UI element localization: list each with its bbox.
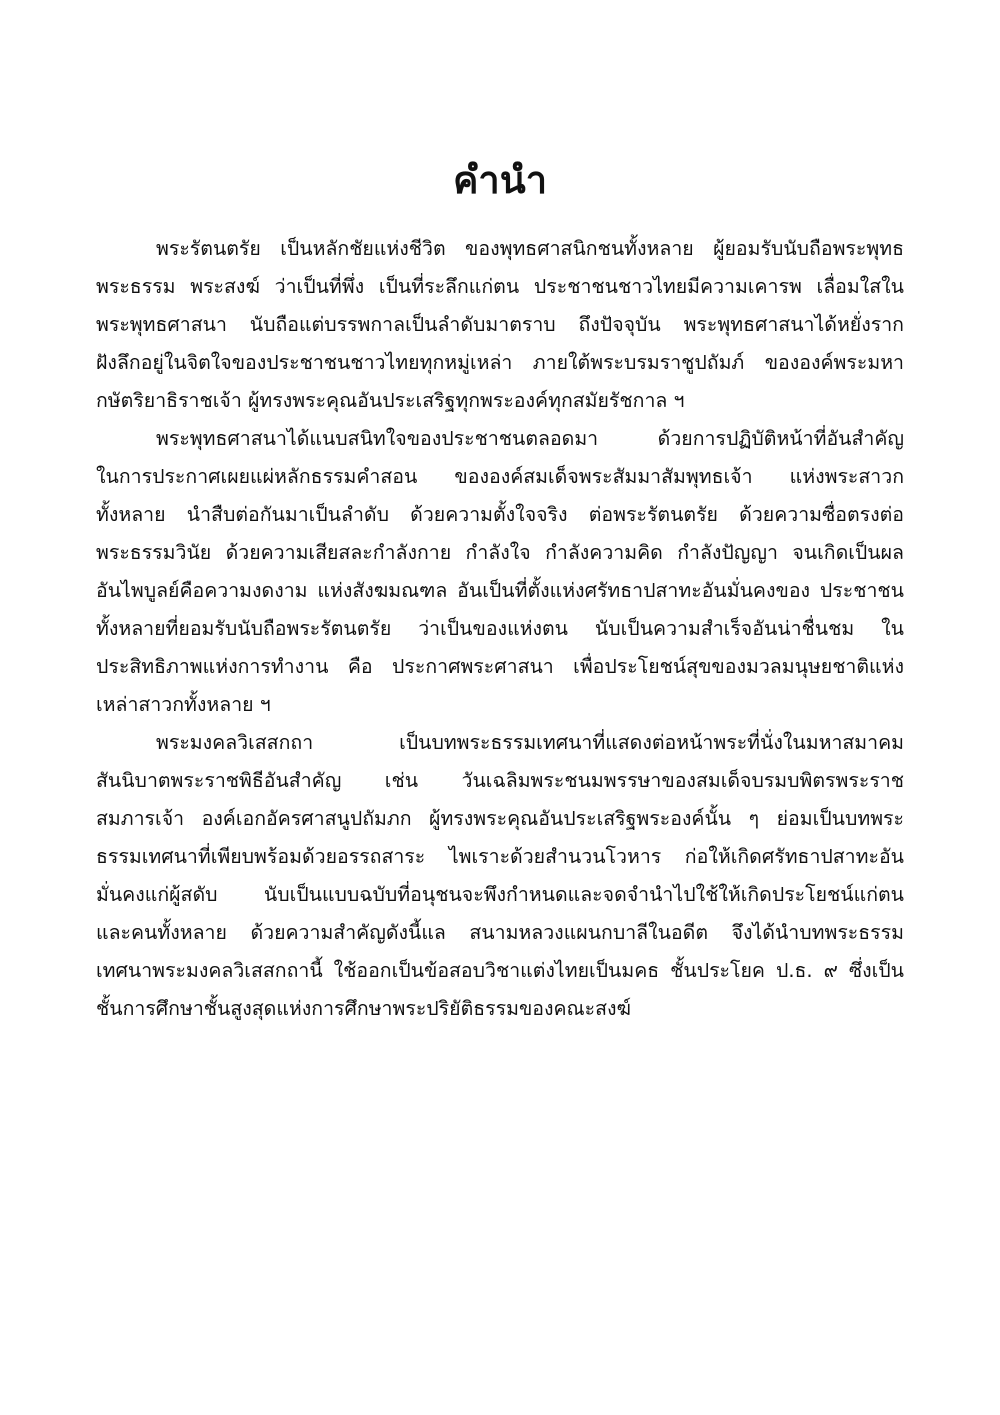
paragraph-line: ชั้นการศึกษาชั้นสูงสุดแห่งการศึกษาพระปริยัติธรรมของคณะสงฆ์ [96, 997, 632, 1020]
paragraph-line: พระมงคลวิเสสกถา เป็นบทพระธรรมเทศนาที่แสดงต่อหน้าพระที่นั่งในมหาสมาคม [156, 731, 904, 754]
paragraph-line: สมภารเจ้า องค์เอกอัครศาสนูปถัมภก ผู้ทรงพระคุณอันประเสริฐพระองค์นั้น ๆ ย่อมเป็นบทพระ [96, 807, 904, 830]
paragraph-line: ประสิทธิภาพแห่งการทำงาน คือ ประกาศพระศาสนา เพื่อประโยชน์สุขของมวลมนุษยชาติแห่ง [96, 655, 904, 678]
paragraph-line: พระรัตนตรัย เป็นหลักชัยแห่งชีวิต ของพุทธศาสนิกชนทั้งหลาย ผู้ยอมรับนับถือพระพุทธ [156, 237, 904, 260]
paragraph-line: และคนทั้งหลาย ด้วยความสำคัญดังนี้แล สนามหลวงแผนกบาลีในอดีต จึงได้นำบทพระธรรม [96, 921, 904, 944]
paragraph-line: ทั้งหลายที่ยอมรับนับถือพระรัตนตรัย ว่าเป็นของแห่งตน นับเป็นความสำเร็จอันน่าชื่นชม ใน [96, 617, 904, 640]
page-title: คำนำ [452, 158, 548, 202]
paragraph-line: เหล่าสาวกทั้งหลาย ฯ [96, 693, 271, 716]
paragraph-line: สันนิบาตพระราชพิธีอันสำคัญ เช่น วันเฉลิมพระชนมพรรษาของสมเด็จบรมบพิตรพระราช [96, 769, 904, 792]
paragraph-line: ในการประกาศเผยแผ่หลักธรรมคำสอน ขององค์สมเด็จพระสัมมาสัมพุทธเจ้า แห่งพระสาวก [96, 465, 904, 488]
paragraph-line: พระพุทธศาสนา นับถือแต่บรรพกาลเป็นลำดับมาตราบ ถึงปัจจุบัน พระพุทธศาสนาได้หยั่งราก [96, 313, 904, 336]
paragraph-line: ทั้งหลาย นำสืบต่อกันมาเป็นลำดับ ด้วยความตั้งใจจริง ต่อพระรัตนตรัย ด้วยความซื่อตรงต่อ [96, 503, 904, 526]
paragraph-line: เทศนาพระมงคลวิเสสกถานี้ ใช้ออกเป็นข้อสอบวิชาแต่งไทยเป็นมคธ ชั้นประโยค ป.ธ. ๙ ซึ่งเป็น [96, 959, 904, 982]
paragraph-line: อันไพบูลย์คือความงดงาม แห่งสังฆมณฑล อันเป็นที่ตั้งแห่งศรัทธาปสาทะอันมั่นคงของ ประชาชน [96, 579, 904, 602]
paragraph-line: ธรรมเทศนาที่เพียบพร้อมด้วยอรรถสาระ ไพเราะด้วยสำนวนโวหาร ก่อให้เกิดศรัทธาปสาทะอัน [96, 845, 904, 868]
paragraph-line: พระธรรมวินัย ด้วยความเสียสละกำลังกาย กำลังใจ กำลังความคิด กำลังปัญญา จนเกิดเป็นผล [96, 541, 904, 564]
paragraph-line: ฝังลึกอยู่ในจิตใจของประชาชนชาวไทยทุกหมู่เหล่า ภายใต้พระบรมราชูปถัมภ์ ขององค์พระมหา [96, 351, 904, 374]
paragraph-line: มั่นคงแก่ผู้สดับ นับเป็นแบบฉบับที่อนุชนจะพึงกำหนดและจดจำนำไปใช้ให้เกิดประโยชน์แก่ตน [96, 883, 904, 906]
paragraph-line: กษัตริยาธิราชเจ้า ผู้ทรงพระคุณอันประเสริฐทุกพระองค์ทุกสมัยรัชกาล ฯ [96, 389, 685, 412]
paragraph-line: พระพุทธศาสนาได้แนบสนิทใจของประชาชนตลอดมา ด้วยการปฏิบัติหน้าที่อันสำคัญ [156, 427, 904, 450]
paragraph-line: พระธรรม พระสงฆ์ ว่าเป็นที่พึ่ง เป็นที่ระลึกแก่ตน ประชาชนชาวไทยมีความเคารพ เลื่อมใสใน [96, 275, 904, 298]
